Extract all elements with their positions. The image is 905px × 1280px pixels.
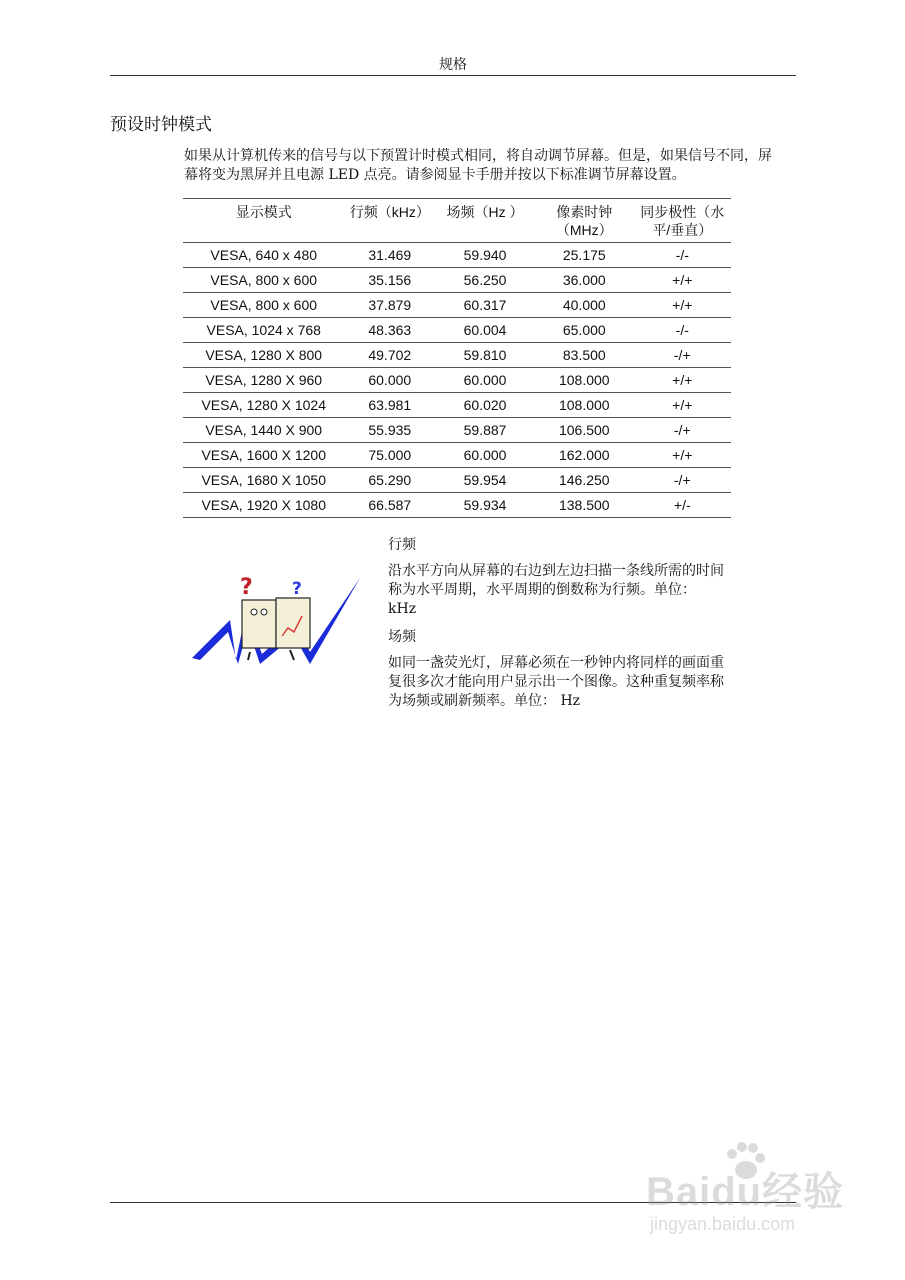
cell-hfreq: 60.000 xyxy=(344,368,435,393)
cell-pixel-clock: 83.500 xyxy=(535,343,634,368)
cell-mode: VESA, 1024 x 768 xyxy=(183,318,344,343)
cell-pixel-clock: 162.000 xyxy=(535,443,634,468)
pixel-clock-line2: （MHz） xyxy=(555,222,613,238)
glossary-def-vfreq: 如同一盏荧光灯，屏幕必须在一秒钟内将同样的画面重复很多次才能向用户显示出一个图像。这种重复频率称为场频或刷新频率。单位： Hz xyxy=(388,655,724,709)
cell-pixel-clock: 40.000 xyxy=(535,293,634,318)
cell-hfreq: 49.702 xyxy=(344,343,435,368)
cell-sync: +/+ xyxy=(634,293,731,318)
cell-sync: +/+ xyxy=(634,443,731,468)
section-title: 预设时钟模式 xyxy=(110,115,212,135)
cell-hfreq: 66.587 xyxy=(344,493,435,518)
cell-hfreq: 75.000 xyxy=(344,443,435,468)
cell-sync: -/+ xyxy=(634,343,731,368)
illustration-confused-book xyxy=(190,572,360,664)
cell-sync: +/+ xyxy=(634,393,731,418)
cell-vfreq: 59.887 xyxy=(435,418,535,443)
question-mark-red-icon: ? xyxy=(240,575,253,600)
book-right-page xyxy=(276,598,310,648)
glossary xyxy=(388,536,728,720)
book-left-page xyxy=(242,600,276,648)
cell-vfreq: 60.004 xyxy=(435,318,535,343)
cell-mode: VESA, 1920 X 1080 xyxy=(183,493,344,518)
table-row xyxy=(183,343,731,368)
cell-pixel-clock: 65.000 xyxy=(535,318,634,343)
cell-hfreq: 63.981 xyxy=(344,393,435,418)
cell-mode: VESA, 800 x 600 xyxy=(183,293,344,318)
table-row xyxy=(183,318,731,343)
glossary-term-hfreq: 行频 xyxy=(388,537,416,553)
table-row xyxy=(183,443,731,468)
cell-hfreq: 55.935 xyxy=(344,418,435,443)
cell-hfreq: 65.290 xyxy=(344,468,435,493)
timing-modes-table xyxy=(183,198,731,518)
cell-pixel-clock: 108.000 xyxy=(535,368,634,393)
table-row xyxy=(183,493,731,518)
cell-pixel-clock: 106.500 xyxy=(535,418,634,443)
glossary-term-vfreq: 场频 xyxy=(388,629,416,645)
cell-pixel-clock: 146.250 xyxy=(535,468,634,493)
cell-vfreq: 59.954 xyxy=(435,468,535,493)
cell-vfreq: 56.250 xyxy=(435,268,535,293)
cell-mode: VESA, 1440 X 900 xyxy=(183,418,344,443)
cell-sync: -/- xyxy=(634,243,731,268)
intro-paragraph: 如果从计算机传来的信号与以下预置计时模式相同，将自动调节屏幕。但是，如果信号不同，屏幕将变为黑屏并且电源 LED 点亮。请参阅显卡手册并按以下标准调节屏幕设置。 xyxy=(184,148,772,183)
table-row xyxy=(183,368,731,393)
page-header-title: 规格 xyxy=(439,57,467,73)
cell-pixel-clock: 25.175 xyxy=(535,243,634,268)
cell-sync: +/- xyxy=(634,493,731,518)
cell-vfreq: 59.940 xyxy=(435,243,535,268)
cell-mode: VESA, 800 x 600 xyxy=(183,268,344,293)
col-header-mode: 显示模式 xyxy=(183,199,344,243)
eye-left xyxy=(251,609,257,615)
pixel-clock-line1: 像素时钟 xyxy=(556,204,613,220)
eye-right xyxy=(261,609,267,615)
cell-mode: VESA, 1600 X 1200 xyxy=(183,443,344,468)
cell-vfreq: 60.000 xyxy=(435,368,535,393)
cell-mode: VESA, 640 x 480 xyxy=(183,243,344,268)
cell-sync: -/+ xyxy=(634,468,731,493)
col-header-vfreq: 场频（Hz ） xyxy=(435,199,535,243)
watermark-url: jingyan.baidu.com xyxy=(650,1214,796,1234)
cell-vfreq: 60.000 xyxy=(435,443,535,468)
col-header-pixel-clock xyxy=(535,199,634,243)
watermark-logo: Baidu经验 xyxy=(646,1170,845,1214)
header-divider xyxy=(110,75,796,76)
cell-sync: +/+ xyxy=(634,368,731,393)
question-mark-blue-icon: ? xyxy=(292,579,302,599)
baidu-watermark xyxy=(640,1140,865,1250)
cell-sync: -/+ xyxy=(634,418,731,443)
table-row xyxy=(183,268,731,293)
table-row xyxy=(183,293,731,318)
cell-pixel-clock: 138.500 xyxy=(535,493,634,518)
cell-pixel-clock: 108.000 xyxy=(535,393,634,418)
cell-vfreq: 59.810 xyxy=(435,343,535,368)
table-body xyxy=(183,243,731,518)
table-header-row xyxy=(183,199,731,243)
col-header-hfreq: 行频（kHz） xyxy=(344,199,435,243)
cell-pixel-clock: 36.000 xyxy=(535,268,634,293)
cell-vfreq: 60.020 xyxy=(435,393,535,418)
sync-line1: 同步极性（水 xyxy=(640,204,725,220)
cell-vfreq: 60.317 xyxy=(435,293,535,318)
cell-hfreq: 31.469 xyxy=(344,243,435,268)
cell-hfreq: 48.363 xyxy=(344,318,435,343)
sync-line2: 平/垂直） xyxy=(652,222,713,238)
table-row xyxy=(183,418,731,443)
table-row xyxy=(183,393,731,418)
table-row xyxy=(183,243,731,268)
cell-sync: +/+ xyxy=(634,268,731,293)
cell-mode: VESA, 1280 X 1024 xyxy=(183,393,344,418)
cell-mode: VESA, 1680 X 1050 xyxy=(183,468,344,493)
cell-hfreq: 35.156 xyxy=(344,268,435,293)
cell-mode: VESA, 1280 X 800 xyxy=(183,343,344,368)
cell-sync: -/- xyxy=(634,318,731,343)
cell-hfreq: 37.879 xyxy=(344,293,435,318)
table-row xyxy=(183,468,731,493)
cell-mode: VESA, 1280 X 960 xyxy=(183,368,344,393)
cell-vfreq: 59.934 xyxy=(435,493,535,518)
col-header-sync xyxy=(634,199,731,243)
glossary-def-hfreq: 沿水平方向从屏幕的右边到左边扫描一条线所需的时间称为水平周期，水平周期的倒数称为行频。单位： kHz xyxy=(388,563,724,617)
